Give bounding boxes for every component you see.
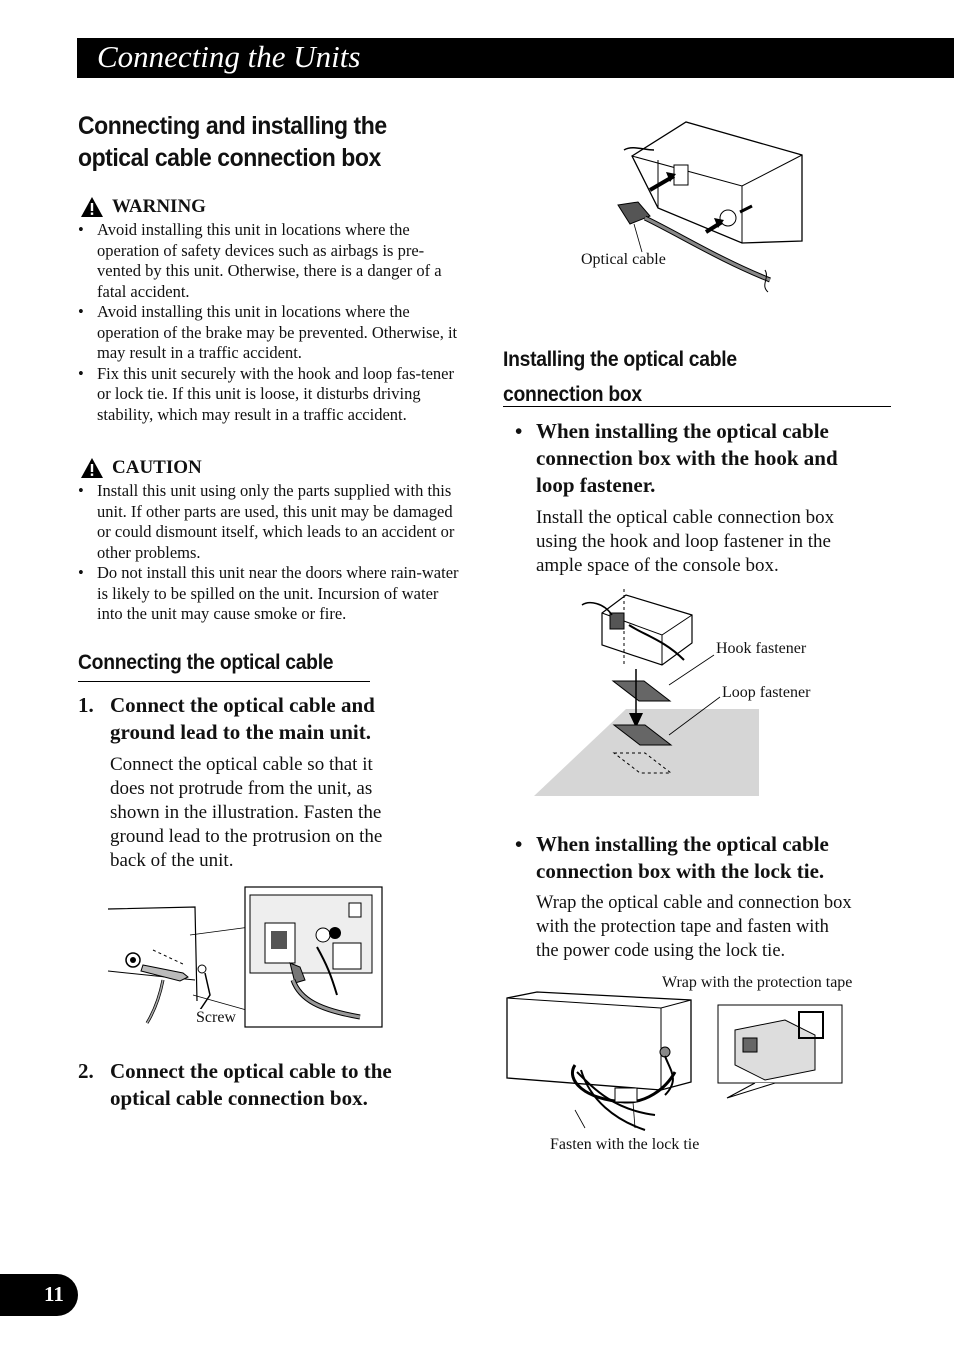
subsection-rule <box>503 406 891 407</box>
caution-icon <box>80 457 104 479</box>
fasten-lock-tie-caption: Fasten with the lock tie <box>550 1136 700 1153</box>
loop-fastener-caption: Loop fastener <box>722 684 811 701</box>
caution-item: • Do not install this unit near the doors where rain-water is likely to be spilled on the unit. Incursion of water into the unit may cause smoke or fire. <box>78 563 468 625</box>
lock-tie-bullet-title: When installing the optical cable connection box with the lock tie. <box>536 832 829 883</box>
wrap-tape-caption: Wrap with the protection tape <box>662 974 853 991</box>
page-number-tab <box>0 1274 78 1316</box>
caution-list <box>78 481 468 625</box>
caution-item: • Install this unit using only the parts supplied with this unit. If other parts are used, this unit may be damaged or could dismount itself, which leads to an accident or other problems. <box>78 481 468 563</box>
step-title: Connect the optical cable to the optical cable connection box. <box>110 1059 392 1110</box>
warning-icon <box>80 196 104 218</box>
bullet-marker: • <box>515 419 523 443</box>
caution-label: CAUTION <box>112 457 202 478</box>
hook-loop-bullet-title: When installing the optical cable connection box with the hook and loop fastener. <box>536 419 838 497</box>
warning-label: WARNING <box>112 196 206 217</box>
caution-heading <box>80 457 202 479</box>
optical-cable-caption: Optical cable <box>581 251 666 268</box>
warning-heading <box>80 196 206 218</box>
warning-item: • Avoid installing this unit in locations where the operation of safety devices such as airbags is pre-vented by this unit. Otherwise, there is a danger of a fatal accident. <box>78 220 468 302</box>
main-unit-connection-illustration <box>105 885 390 1030</box>
hook-loop-body: Install the optical cable connection box using the hook and loop fastener in the ample space of the console box. <box>536 507 835 576</box>
screw-caption: Screw <box>196 1009 236 1026</box>
subsection-title-installing: Installing the optical cable connection box <box>503 348 737 406</box>
header-banner <box>77 38 954 78</box>
step-number: 1. <box>78 693 94 717</box>
lock-tie-body: Wrap the optical cable and connection box with the protection tape and fasten with the power code using the lock tie. <box>536 893 852 961</box>
step-title: Connect the optical cable and ground lead to the main unit. <box>110 693 375 744</box>
page-header-title: Connecting the Units <box>97 39 361 74</box>
page-number: 11 <box>44 1282 64 1306</box>
bullet-marker: • <box>515 832 523 856</box>
section-title: Connecting and installing the optical cable connection box <box>78 112 387 172</box>
warning-list <box>78 220 468 425</box>
subsection-rule <box>78 681 370 682</box>
warning-item: • Fix this unit securely with the hook and loop fas-tener or lock tie. If this unit is loose, it disturbs driving stability, which may result in a traffic accident. <box>78 364 468 426</box>
warning-item: • Avoid installing this unit in locations where the operation of the brake may be prevented. Otherwise, it may result in a traffic accident. <box>78 302 468 364</box>
step-1-body: Connect the optical cable so that it does not protrude from the unit, as shown in the illustration. Fasten the ground lead to the protrusion on the back of the unit. <box>110 754 383 871</box>
lock-tie-illustration <box>505 990 845 1140</box>
subsection-title-connecting: Connecting the optical cable <box>78 651 334 674</box>
hook-fastener-caption: Hook fastener <box>716 640 807 657</box>
step-number: 2. <box>78 1059 94 1083</box>
